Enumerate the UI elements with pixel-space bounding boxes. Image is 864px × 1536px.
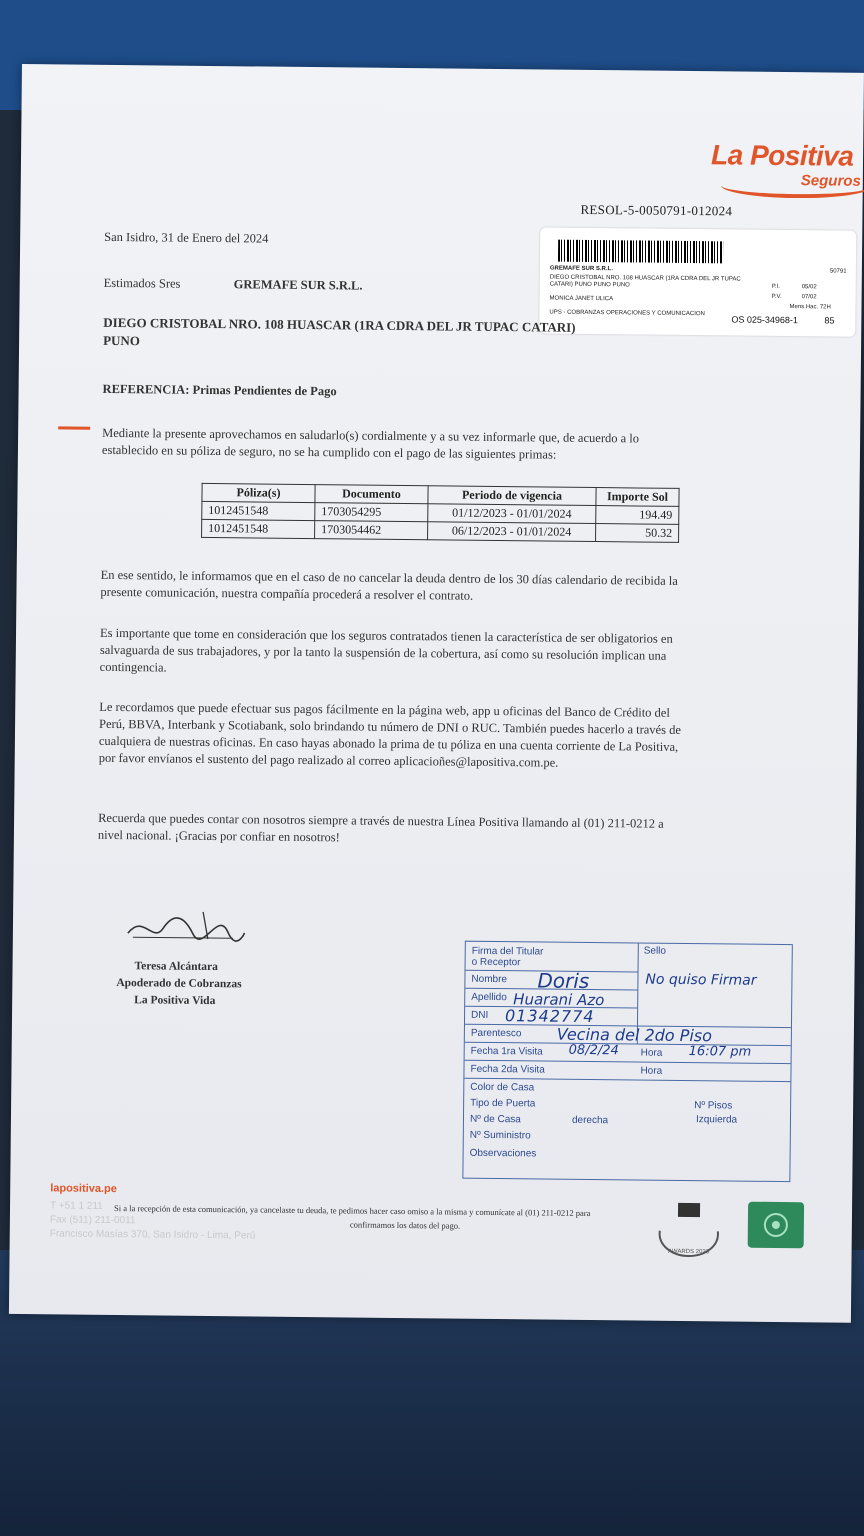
- handwritten-fecha: 08/2/24: [568, 1042, 619, 1059]
- paragraph-4-line-2: Perú, BBVA, Interbank y Scotiabank, solo brindando tu número de DNI o RUC. También puedes hacerlo a través de: [99, 716, 682, 737]
- paragraph-4-line-3: cualquiera de nuestras oficinas. En caso hayas abonado la prima de tu póliza en una cuenta corriente de La Positiva,: [98, 733, 679, 754]
- stamp-label-derecha: derecha: [571, 1114, 609, 1127]
- paragraph-3-line-3: contingencia.: [99, 659, 167, 675]
- header-periodo: Periodo de vigencia: [428, 486, 596, 506]
- label-mensajero: Mens.Hac. 72H: [789, 304, 831, 311]
- stamp-label-sello: Sello: [643, 945, 667, 957]
- handwritten-sello: No quiso Firmar: [645, 971, 757, 989]
- stamp-label-casa: Nº de Casa: [469, 1113, 521, 1126]
- label-os: OS 025-34968-1: [731, 314, 798, 326]
- footer-note-line-2: confirmamos los datos del pago.: [349, 1219, 461, 1231]
- certification-badge-icon: [748, 1202, 804, 1249]
- handwritten-hora: 16:07 pm: [688, 1044, 752, 1060]
- signer-role: Apoderado de Cobranzas: [116, 977, 242, 991]
- footer-fax: Fax (511) 211-0011: [49, 1214, 136, 1227]
- footer-address: Francisco Masías 370, San Isidro - Lima, Perú: [49, 1228, 256, 1242]
- handwritten-dni: 01342774: [504, 1006, 595, 1027]
- stamp-label-suministro: Nº Suministro: [469, 1129, 531, 1142]
- reference-line: REFERENCIA: Primas Pendientes de Pago: [102, 381, 337, 399]
- header-documento: Documento: [315, 485, 428, 504]
- label-dept: UPS - COBRANZAS OPERACIONES Y COMUNICACION: [549, 309, 705, 318]
- stamp-label-receptor: o Receptor: [471, 956, 521, 969]
- cell-documento: 1703054295: [315, 503, 428, 522]
- paragraph-2-line-2: presente comunicación, nuestra compañía procederá a resolver el contrato.: [100, 584, 474, 603]
- cell-poliza: 1012451548: [202, 519, 315, 538]
- barcode-icon: [558, 240, 723, 264]
- stamp-label-obs: Observaciones: [469, 1147, 537, 1160]
- recipient-address: DIEGO CRISTOBAL NRO. 108 HUASCAR (1RA CDRA DEL JR TUPAC CATARI): [103, 314, 576, 335]
- recipient-city: PUNO: [103, 332, 141, 349]
- label-pi-value: 05/02: [801, 284, 817, 291]
- cell-importe: 194.49: [596, 506, 679, 525]
- label-agent: MONICA JANET ULICA: [549, 295, 614, 303]
- cell-documento: 1703054462: [315, 521, 428, 540]
- recipient-name: GREMAFE SUR S.R.L.: [233, 277, 363, 293]
- signer-company: La Positiva Vida: [134, 994, 216, 1008]
- stamp-label-izquierda: Izquierda: [695, 1114, 738, 1126]
- handwritten-parentesco: Vecina del 2do Piso: [556, 1024, 713, 1046]
- greeting: Estimados Sres: [103, 275, 181, 291]
- footer-website: lapositiva.pe: [50, 1182, 117, 1196]
- label-pv-value: 07/02: [801, 294, 817, 301]
- stamp-label-parentesco: Parentesco: [470, 1027, 522, 1040]
- paragraph-4-line-1: Le recordamos que puede efectuar sus pagos fácilmente en la página web, app u oficinas del Banco de Crédito del: [99, 699, 670, 720]
- cell-poliza: 1012451548: [202, 501, 315, 520]
- svg-text:AWARDS 2023: AWARDS 2023: [668, 1248, 710, 1256]
- resolution-code: RESOL-5-0050791-012024: [580, 201, 733, 219]
- label-address: DIEGO CRISTOBAL NRO. 108 HUASCAR (1RA CDRA DEL JR TUPAC CATARI) PUNO PUNO PUNO: [549, 274, 741, 289]
- stamp-label-color: Color de Casa: [470, 1081, 535, 1094]
- paragraph-5-line-2: nivel nacional. ¡Gracias por confiar en nosotros!: [97, 827, 340, 845]
- premiums-table: [201, 483, 680, 543]
- paragraph-3-line-2: salvaguarda de sus trabajadores, y por la tanto la suspensión de la cobertura, así como su resolución implican una: [99, 642, 667, 663]
- header-poliza: Póliza(s): [202, 483, 315, 502]
- company-logo: La Positiva: [710, 139, 854, 172]
- stamp-label-hora2: Hora: [640, 1065, 663, 1077]
- stamp-label-apellido: Apellido: [471, 991, 507, 1004]
- handwritten-nombre: Doris: [537, 968, 590, 993]
- paragraph-1-line-1: Mediante la presente aprovechamos en saludarlo(s) cordialmente y a su vez informarle que, de acuerdo a lo: [102, 425, 640, 446]
- paragraph-4-line-4: por favor envíanos el sustento del pago realizado al correo aplicacioñes@lapositiva.com.pe.: [98, 750, 559, 770]
- stamp-label-fecha2: Fecha 2da Visita: [470, 1063, 545, 1076]
- handwritten-apellido: Huarani Azo: [513, 990, 605, 1010]
- paragraph-3-line-1: Es importante que tome en consideración que los seguros contratados tienen la característica de ser obligatorios en: [99, 625, 673, 646]
- stamp-label-nombre: Nombre: [471, 973, 508, 986]
- letter-sheet: [9, 64, 864, 1323]
- footer-note-line-1: Si a la recepción de esta comunicación, ya cancelaste tu deuda, te pedimos hacer caso omiso a la misma y comunícate al (01) 211-0212 para: [113, 1203, 591, 1219]
- place-date: San Isidro, 31 de Enero del 2024: [104, 229, 269, 246]
- stamp-label-dni: DNI: [471, 1009, 489, 1021]
- company-logo-subtitle: Seguros: [800, 172, 861, 190]
- stamp-label-tipo: Tipo de Puerta: [470, 1097, 536, 1110]
- stamp-label-hora: Hora: [640, 1047, 663, 1059]
- footer-phone: T +51 1 211: [49, 1200, 103, 1212]
- paragraph-2-line-1: En ese sentido, le informamos que en el caso de no cancelar la deuda dentro de los 30 días calendario de recibida la: [100, 567, 678, 588]
- label-pi: P.I.: [771, 283, 780, 290]
- cell-periodo: 01/12/2023 - 01/01/2024: [428, 504, 596, 524]
- award-seal-icon: [648, 1201, 731, 1260]
- stamp-label-fecha1: Fecha 1ra Visita: [470, 1045, 543, 1058]
- fold-mark: [58, 426, 90, 429]
- header-importe: Importe Sol: [596, 488, 679, 507]
- delivery-stamp: [462, 941, 792, 1182]
- label-pv: P.V.: [771, 293, 782, 300]
- table-row: [202, 519, 679, 542]
- cell-importe: 50.32: [596, 524, 679, 543]
- cell-periodo: 06/12/2023 - 01/01/2024: [428, 522, 596, 542]
- label-number: 50791: [829, 268, 847, 275]
- stamp-label-pisos: Nº Pisos: [694, 1100, 733, 1112]
- label-company: GREMAFE SUR S.R.L.: [549, 265, 613, 273]
- signer-name: Teresa Alcántara: [134, 960, 218, 974]
- handwritten-signature-icon: [123, 903, 253, 948]
- label-os-number: 85: [824, 315, 835, 326]
- stamp-label-firma: Firma del Titular: [471, 945, 544, 958]
- paragraph-5-line-1: Recuerda que puedes contar con nosotros siempre a través de nuestra Línea Positiva llamando al (01) 211-0212 a: [98, 810, 664, 831]
- paragraph-1-line-2: establecido en su póliza de seguro, no se ha cumplido con el pago de las siguientes primas:: [101, 442, 557, 462]
- mailing-label: [539, 227, 856, 336]
